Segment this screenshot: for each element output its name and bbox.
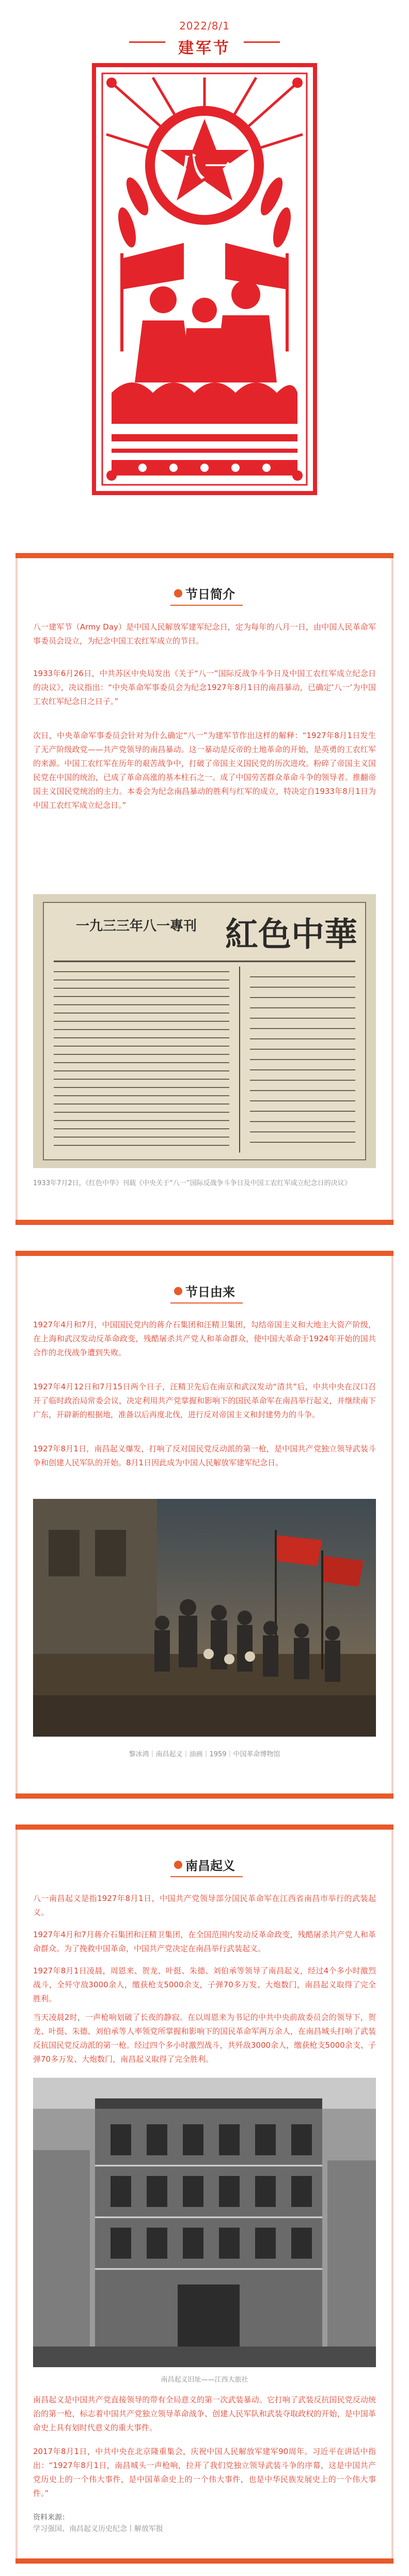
paragraph: 八一建军节（Army Day）是中国人民解放军建军纪念日，定为每年的八月一日，由中国人民革命军事委员会设立，为纪念中国工农红军成立的节日。 bbox=[33, 622, 376, 646]
paragraph: 1927年4月和7月蒋介石集团和汪精卫集团，在全国范围内发动反革命政变，残酷屠杀共产党人和革命群众。为了挽救中国革命，中国共产党决定在南昌举行武装起义。 bbox=[33, 1930, 376, 1953]
card-top-bar bbox=[15, 553, 394, 558]
card-bottom-bar bbox=[15, 1220, 394, 1225]
paragraph: 八一南昌起义是指1927年8月1日，中国共产党领导部分国民革命军在江西省南昌市举行的武装起义。 bbox=[33, 1894, 376, 1917]
image-caption: 黎冰鸿｜南昌起义｜油画｜1959｜中国革命博物馆 bbox=[129, 1751, 280, 1758]
hero-title: 建军节 bbox=[178, 39, 231, 57]
jiangxi-hotel-photo bbox=[33, 2078, 376, 2367]
newspaper-scan-image bbox=[33, 894, 376, 1168]
paragraph: 1933年6月26日，中共苏区中央局发出《关于“八一”国际反战争斗争日及中国工农红军成立纪念日的决议》，决议指出：“中央革命军事委员会为纪念1927年8月1日的南昌暴动，已确定‘八一’为中国工农红军纪念日之日子。” bbox=[33, 669, 376, 706]
card-top-bar bbox=[15, 1251, 394, 1256]
source-line: 学习强国、南昌起义历史纪念丨解放军报 bbox=[33, 2525, 163, 2533]
image-caption: 1933年7月2日，《红色中华》刊载《中央关于“八一”国际反战争斗争日及中国工农红军成立纪念日的决议》 bbox=[33, 1179, 351, 1187]
source-credits bbox=[33, 2512, 163, 2535]
newspaper-illustration bbox=[33, 894, 376, 1168]
paragraph: 1927年4月和7月，中国国民党内的蒋介石集团和汪精卫集团，勾结帝国主义和大地主大资产阶级，在上海和武汉发动反革命政变，残酷屠杀共产党人和革命群众，使中国大革命于1924年开始的国共合作的北伐战争遭到失败。 bbox=[33, 1320, 376, 1357]
section-title: 南昌起义 bbox=[185, 1859, 235, 1873]
papercut-army-emblem-illustration bbox=[91, 62, 318, 496]
paragraph: 1927年8月1日凌晨，周恩来、贺龙、叶挺、朱德、刘伯承等领导了南昌起义，经过4个多小时激烈战斗，全歼守敌3000余人，缴获枪支5000余支，子弹70多万发、大炮数门，南昌起义取得了完全胜利。 bbox=[33, 1966, 376, 2003]
source-heading: 资料来源： bbox=[33, 2513, 69, 2522]
card-top-bar bbox=[15, 1824, 394, 1830]
heading-dot-icon bbox=[174, 1287, 182, 1295]
heading-underline bbox=[170, 1302, 243, 1304]
section-title: 节日简介 bbox=[185, 587, 235, 602]
card-bottom-bar bbox=[15, 2558, 394, 2564]
paragraph: 次日，中央革命军事委员会针对为什么确定“八一”为建军节作出这样的解释：“1927年8月1日发生了无产阶级政党——共产党领导的南昌暴动。这一暴动是反帝的土地革命的开始，是英勇的工农红军的来源。中国工农红军在历年的艰苦战争中，打破了帝国主义国民党的历次进攻。粉碎了帝国主义国民党在中国的统治，已成了革命高涨的基本柱石之一。成了中国劳苦群众革命斗争的领导者。推翻帝国主义国民党统治的主力。本委会为纪念南昌暴动的胜利与红军的成立，特决定自1933年8月1日为中国工农红军成立纪念日。” bbox=[33, 731, 376, 810]
nanchang-uprising-painting bbox=[33, 1499, 376, 1737]
painting-illustration bbox=[33, 1499, 376, 1737]
section-card-intro bbox=[15, 553, 394, 1225]
paragraph: 1927年4月12日和7月15日两个日子，汪精卫先后在南京和武汉发动“清共”后，中共中央在汉口召开了临时政治局常委会议，决定利用共产党掌握和影响下的国民革命军在南昌举行起义，并继续南下广东，开辟新的根据地，准备以后再度北伐，进行反对帝国主义和封建势力的斗争。 bbox=[33, 1382, 376, 1419]
newspaper-headline: 一九三三年八一專刊 bbox=[75, 918, 197, 934]
hero-banner bbox=[0, 0, 409, 517]
section-heading bbox=[18, 584, 391, 602]
paragraph: 2017年8月1日，中共中央在北京隆重集会，庆祝中国人民解放军建军90周年。习近平在讲话中指出：“1927年8月1日，南昌城头一声枪响，拉开了我们党独立领导武装斗争的序幕，这是中国共产党历史上的一个伟大事件，是中国革命史上的一个伟大事件，也是中华民族发展史上的一个伟大事件。” bbox=[33, 2447, 376, 2498]
card-bottom-bar bbox=[15, 1793, 394, 1799]
section-title: 节日由来 bbox=[185, 1285, 235, 1299]
heading-underline bbox=[170, 605, 243, 606]
paragraph: 当天凌晨2时，一声枪响划破了长夜的静寂。在以周恩来为书记的中共中央前敌委员会的领导下，贺龙、叶挺、朱德、刘伯承等人率领党所掌握和影响下的国民革命军两万余人，在南昌城头打响了武装反抗国民党反动派的第一枪。经过四个多小时激烈战斗，共歼敌3000余人，缴获枪支5000余支、子弹70多万发、大炮数门，南昌起义取得了完全胜利。 bbox=[33, 2013, 376, 2064]
paragraph: 1927年8月1日，南昌起义爆发，打响了反对国民党反动派的第一枪，是中国共产党独立领导武装斗争和创建人民军队的开始。8月1日因此成为中国人民解放军建军纪念日。 bbox=[33, 1444, 376, 1467]
paragraph: 南昌起义是中国共产党直接领导的带有全局意义的第一次武装暴动。它打响了武装反抗国民党反动统治的第一枪，标志着中国共产党独立领导革命战争、创建人民军队和武装夺取政权的开始，是中国革命史上具有划时代意义的重大事件。 bbox=[33, 2395, 376, 2432]
hero-date: 2022/8/1 bbox=[179, 20, 230, 32]
section-heading bbox=[18, 1856, 391, 1874]
heading-dot-icon bbox=[174, 1861, 182, 1869]
heading-dot-icon bbox=[174, 589, 182, 597]
section-card-origin bbox=[15, 1251, 394, 1799]
title-ornament-right bbox=[244, 41, 280, 43]
section-card-uprising bbox=[15, 1824, 394, 2564]
svg-text:八一: 八一 bbox=[177, 151, 232, 183]
building-illustration bbox=[33, 2078, 376, 2367]
section-heading bbox=[18, 1282, 391, 1300]
heading-underline bbox=[170, 1876, 243, 1877]
image-caption: 南昌起义旧址——江西大旅社 bbox=[161, 2376, 248, 2384]
newspaper-masthead: 紅色中華 bbox=[225, 915, 357, 954]
